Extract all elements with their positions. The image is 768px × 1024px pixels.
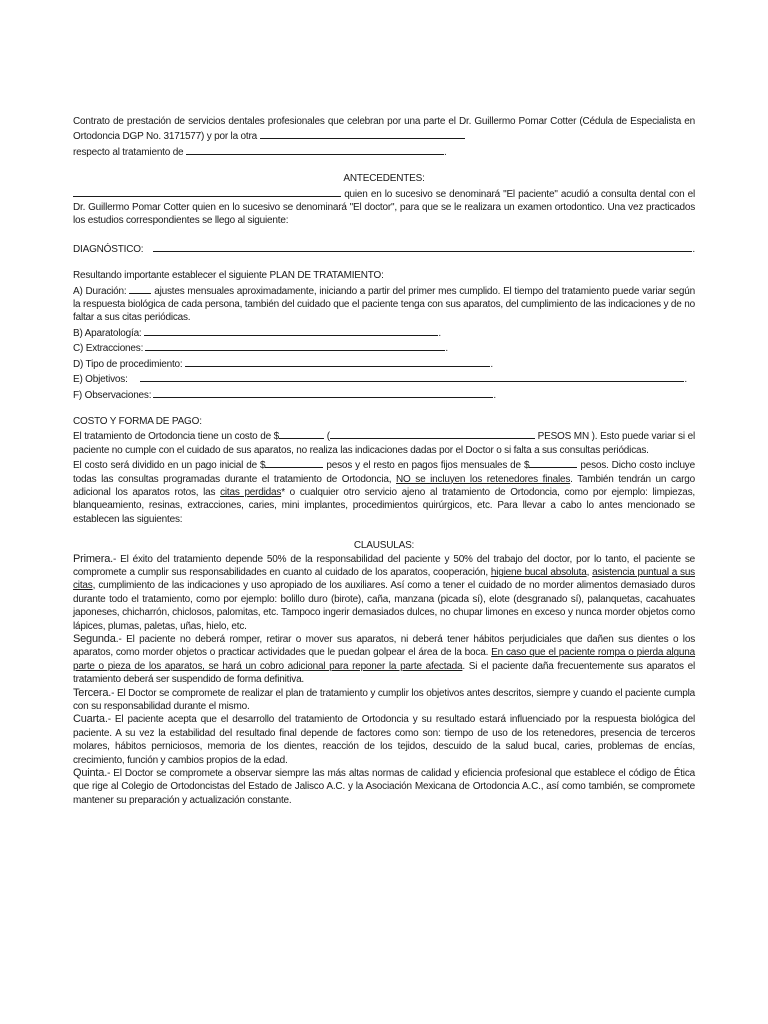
plan-b: B) Aparatología: . (73, 325, 441, 340)
blank-pago-inicial[interactable] (265, 457, 323, 468)
diagnostico-field[interactable] (153, 241, 692, 252)
plan-c: C) Extracciones: . (73, 340, 448, 355)
plan-a: A) Duración: ajustes mensuales aproximadamente, iniciando a partir del primer mes cumplido. El tiempo del tratamiento puede variar según la respuesta biológica de cada persona, también del cuidado que el paciente tenga con sus aparatos, del cumplimiento de las indicaciones y de no faltar a sus citas periódicas. (73, 283, 695, 325)
procedimiento-field[interactable] (185, 356, 491, 367)
blank-treatment[interactable] (186, 144, 444, 155)
plan-f: F) Observaciones: . (73, 387, 496, 402)
extracciones-field[interactable] (145, 340, 445, 351)
blank-costo-letra[interactable] (330, 428, 535, 439)
clausula-primera: Primera.- El éxito del tratamiento depende 50% de la responsabilidad del paciente y 50% del trabajo del doctor, por lo tanto, el paciente se compromete a cumplir sus responsabilidades en cuanto al cuidado de los aparatos, cooperación, higiene bucal absoluta, asistencia puntual a sus citas, cumplimiento de las indicaciones y uso apropiado de los auxiliares. Así como a tener el cuidado de no morder alimentos demasiado duros durante todo el tratamiento, como por ejemplo: bolillo duro (birote), caña, manzana (picada sí), elote (desgranado sí), palanquetas, cacahuates japoneses, chicharrón, chiclosos, palomitas, etc. Tampoco ingerir demasiados dulces, no chupar limones en exceso y nunca morder objetos como lápices, plumas, paletas, uñas, hielo, etc. (73, 552, 695, 632)
blank-duracion[interactable] (129, 283, 151, 294)
intro-text: Contrato de prestación de servicios dentales profesionales que celebran por una parte el Dr. Guillermo Pomar Cotter (Cédula de Especialista en Ortodoncia DGP No. 3171577) y por la otra (73, 116, 695, 143)
clausulas-heading: CLAUSULAS: (353, 540, 415, 552)
blank-costo[interactable] (279, 428, 324, 439)
antecedentes-paragraph: quien en lo sucesivo se denominará "El paciente" acudió a consulta dental con el Dr. Guillermo Pomar Cotter quien en lo sucesivo se denominará "El doctor", para que se le realizara un examen ortodontico. Una vez practicados los estudios correspondientes se llego al siguiente: (73, 186, 695, 228)
blank-pago-mensual[interactable] (529, 457, 577, 468)
diagnostico-row: DIAGNÓSTICO: . (73, 241, 695, 256)
plan-e: E) Objetivos: . (73, 371, 687, 386)
costo-heading: COSTO Y FORMA DE PAGO: (73, 415, 202, 427)
diagnostico-label: DIAGNÓSTICO: (73, 243, 144, 255)
aparatologia-field[interactable] (144, 325, 439, 336)
contract-document (73, 115, 695, 807)
intro-respecto: respecto al tratamiento de (73, 146, 184, 158)
clausula-quinta: Quinta.- El Doctor se compromete a observar siempre las más altas normas de calidad y eficiencia profesional que establece el código de Ética que rige al Colegio de Ortodoncistas del Estado de Jalisco A.C. y la Asociación Mexicana de Ortodoncia A.C., así como también, se compromete mantener su preparación y actualización constante. (73, 767, 695, 806)
plan-intro: Resultando importante establecer el siguiente PLAN DE TRATAMIENTO: (73, 270, 384, 282)
clausula-segunda: Segunda.- El paciente no deberá romper, retirar o mover sus aparatos, ni deberá tener hábitos perjudiciales que dañen sus dientes o los aparatos, como morder objetos o practicar actividades que le puedan golpear el área de la boca. En caso que el paciente rompa o pierda alguna parte o pieza de los aparatos, se hará un cobro adicional para reponer la parte afectada. Si el paciente daña frecuentemente sus aparatos el tratamiento deberá ser suspendido de forma definitiva. (73, 633, 696, 686)
antecedentes-heading: ANTECEDENTES: (343, 173, 425, 185)
intro-paragraph: Contrato de prestación de servicios dentales profesionales que celebran por una parte el Dr. Guillermo Pomar Cotter (Cédula de Especialista en Ortodoncia DGP No. 3171577) y por la otra respecto al tratamiento de . (73, 116, 695, 158)
observaciones-field[interactable] (153, 387, 493, 398)
costo-paragraph-1: El tratamiento de Ortodoncia tiene un costo de $ ( PESOS MN ). Esto puede variar si el paciente no cumple con el cuidado de sus aparatos, no realiza las indicaciones dadas por el Doctor o si falta a sus consultas periódicas. (73, 428, 695, 457)
objetivos-field[interactable] (140, 371, 685, 382)
clausula-tercera: Tercera.- El Doctor se compromete de realizar el plan de tratamiento y cumplir los objetivos antes descritos, siempre y cuando el paciente cumpla con su responsabilidad durante el mismo. (73, 686, 695, 713)
blank-patient-name[interactable] (260, 128, 465, 139)
costo-paragraph-2: El costo será dividido en un pago inicial de $ pesos y el resto en pagos fijos mensuales de $ pesos. Dicho costo incluye todas las consultas programadas durante el tratamiento de Ortodoncia, NO se incluyen los retenedores finales. También tendrán un cargo adicional los aparatos rotos, las citas perdidas* o cualquier otro servicio ajeno al tratamiento de Ortodoncia, como por ejemplo: limpiezas, blanqueamiento, resinas, extracciones, caries, mini implantes, procedimientos quirúrgicos, etc. Para llevar a cabo lo antes mencionado se establecen las siguientes: (73, 457, 695, 526)
clausula-cuarta: Cuarta.- El paciente acepta que el desarrollo del tratamiento de Ortodoncia y su resultado estará influenciado por la respuesta biológica del paciente. A su vez la estabilidad del resultado final depende de factores como son: tiempo de uso de los retenedores, presencia de terceros molares, hábitos perniciosos, memoria de los dientes, reacción de los tejidos, descuido de la salud bucal, caries, problemas de encías, crecimiento, función y cambios propios de la edad. (73, 713, 695, 766)
plan-d: D) Tipo de procedimiento: . (73, 356, 493, 371)
blank-patient[interactable] (73, 186, 341, 197)
